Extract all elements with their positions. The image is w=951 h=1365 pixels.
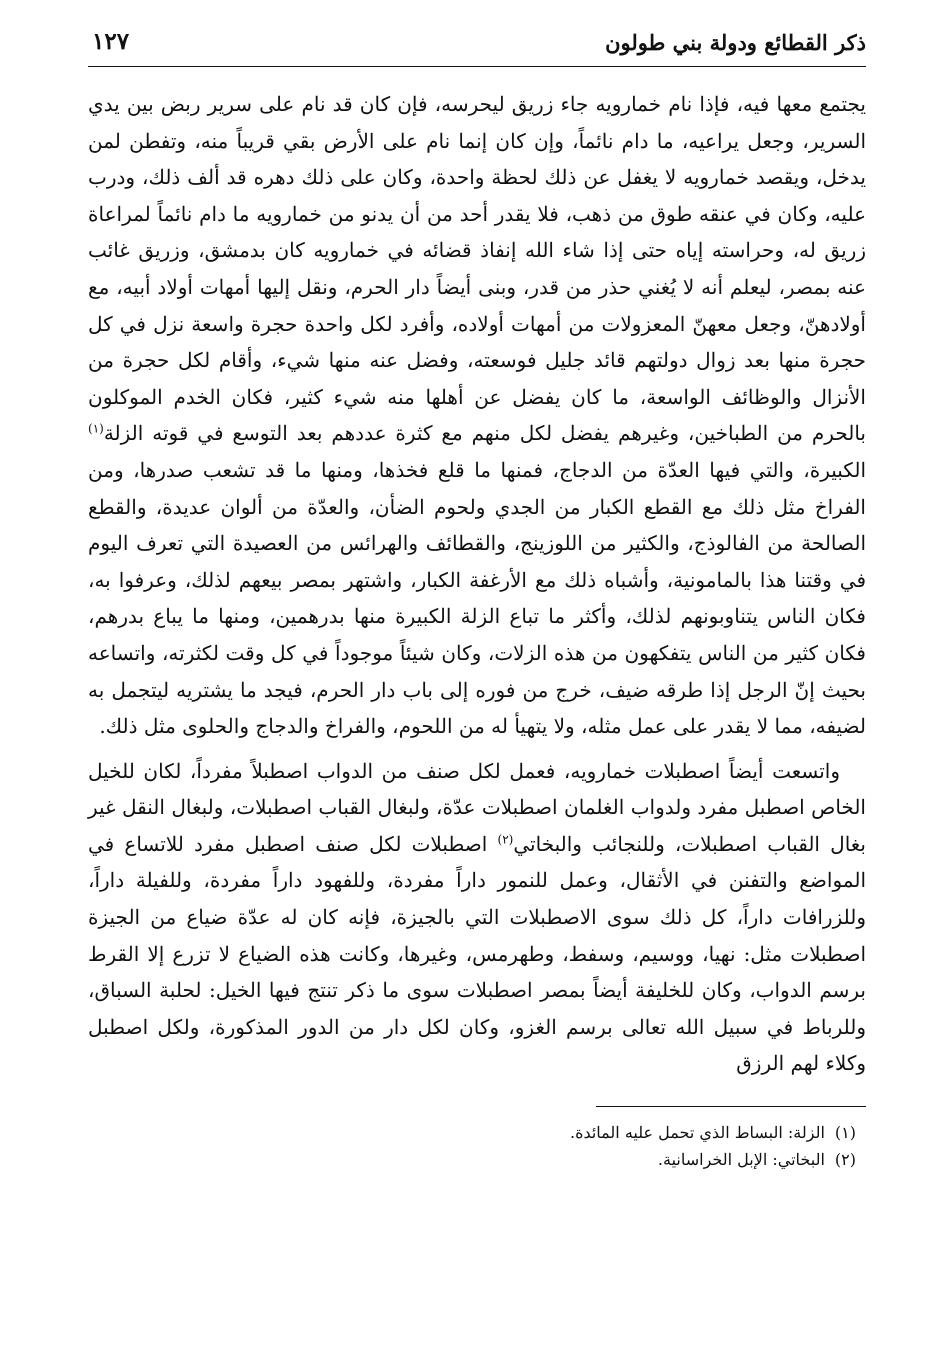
paragraph <box>88 86 866 745</box>
paragraph-text: واتسعت أيضاً اصطبلات خمارويه، فعمل لكل صنف من الدواب اصطبلاً مفرداً، لكان للخيل الخاص اصطبل مفرد ولدواب الغلمان اصطبلات عدّة، ولبغال القباب اصطبلات، ولبغال النقل غير بغال القباب اصطبلات، وللنجائب والبخاتي <box>88 758 866 856</box>
footnote-reference: (٢) <box>497 832 514 847</box>
paragraph <box>88 753 866 1082</box>
book-page <box>88 22 866 1322</box>
page-header <box>88 22 866 62</box>
paragraph-text: الكبيرة، والتي فيها العدّة من الدجاج، فمنها ما قلع فخذها، ومنها ما قد تشعب صدرها، ومن الفراخ مثل ذلك مع القطع الكبار من الجدي ولحوم الضأن، والعدّة من ألوان عديدة، والقطع الصالحة من الفالوذج، والكثير من اللوزينج، والقطائف والهرائس من العصيدة التي تعرف اليوم في وقتنا هذا بالمامونية، وأشباه ذلك مع الأرغفة الكبار، واشتهر بمصر بيعهم لذلك، وعرفوا به، فكان الناس يتناوبونهم لذلك، وأكثر ما تباع الزلة الكبيرة منها بدرهمين، ومنها ما يباع بدرهم، فكان كثير من الناس يتفكهون من هذه الزلات، وكان شيئاً موجوداً في كل وقت لكثرته، واتساعه بحيث إنّ الرجل إذا طرقه ضيف، خرج من فوره إلى باب دار الحرم، فيجد ما يشتريه ليتجمل به لضيفه، مما لا يقدر على عمل مثله، ولا يتهيأ له من اللحوم، والفراخ والدجاج والحلوى مثل ذلك. <box>88 457 866 739</box>
paragraph-text: اصطبلات لكل صنف اصطبل مفرد للاتساع في المواضع والتفنن في الأثقال، وعمل للنمور داراً مفردة، وللفهود داراً مفردة، وللفيلة داراً، وللزرافات داراً، كل ذلك سوى الاصطبلات التي بالجيزة، فإنه كان له عدّة ضياع من الجيزة اصطبلات مثل: نهيا، ووسيم، وسفط، وطهرمس، وغيرها، وكانت هذه الضياع لا تزرع إلا القرط برسم الدواب، وكان للخليفة أيضاً بمصر اصطبلات سوى ما ذكر تنتج فيها الخيل: لحلبة السباق، وللرباط في سبيل الله تعالى برسم الغزو، وكان لكل دار من الدور المذكورة، ولكل اصطبل وكلاء لهم الرزق <box>88 831 867 1076</box>
body-text <box>88 86 866 1082</box>
page-number: ١٢٧ <box>92 28 130 55</box>
footnote-number: (١) <box>834 1123 856 1143</box>
footnotes <box>88 1119 866 1173</box>
running-title: ذكر القطائع ودولة بني طولون <box>605 30 866 55</box>
footnote-text: الزلة: البساط الذي تحمل عليه المائدة. <box>569 1123 825 1143</box>
paragraph-text: يجتمع معها فيه، فإذا نام خمارويه جاء زريق ليحرسه، فإن كان قد نام على سرير ربض بين يدي السرير، وجعل يراعيه، ما دام نائماً، وإن كان إنما نام على الأرض بقي قريباً منه، وتفطن لمن يدخل، ويقصد خمارويه لا يغفل عن ذلك لحظة واحدة، وكان على ذلك دهره قد ألف ذلك، ودرب عليه، وكان في عنقه طوق من ذهب، فلا يقدر أحد من أن يدنو من خمارويه ما دام نائماً لمراعاة زريق له، وحراسته إياه حتى إذا شاء الله إنفاذ قضائه في خمارويه كان بدمشق، وزريق غائب عنه بمصر، ليعلم أنه لا يُغني حذر من قدر، وبنى أيضاً دار الحرم، ونقل إليها أمهات أولاد أبيه، مع أولادهنّ، وجعل معهنّ المعزولات من أمهات أولاده، وأفرد لكل واحدة حجرة واسعة نزل في كل حجرة منها بعد زوال دولتهم قائد جليل فوسعته، وفضل عنه منها شيء، وأقام لكل حجرة من الأنزال والوظائف الواسعة، ما كان يفضل عن أهلها منه شيء كثير، فكان الخدم الموكلون بالحرم من الطباخين، وغيرهم يفضل لكل منهم مع كثرة عددهم بعد التوسع في قوته الزلة <box>88 92 866 446</box>
footnote-text: البخاتي: الإبل الخراسانية. <box>657 1150 825 1170</box>
footnote-number: (٢) <box>834 1150 856 1170</box>
header-rule <box>88 66 866 67</box>
footnote-reference: (١) <box>88 421 104 436</box>
footnote <box>88 1146 866 1173</box>
footnote-rule <box>596 1106 866 1107</box>
footnote <box>88 1119 866 1146</box>
